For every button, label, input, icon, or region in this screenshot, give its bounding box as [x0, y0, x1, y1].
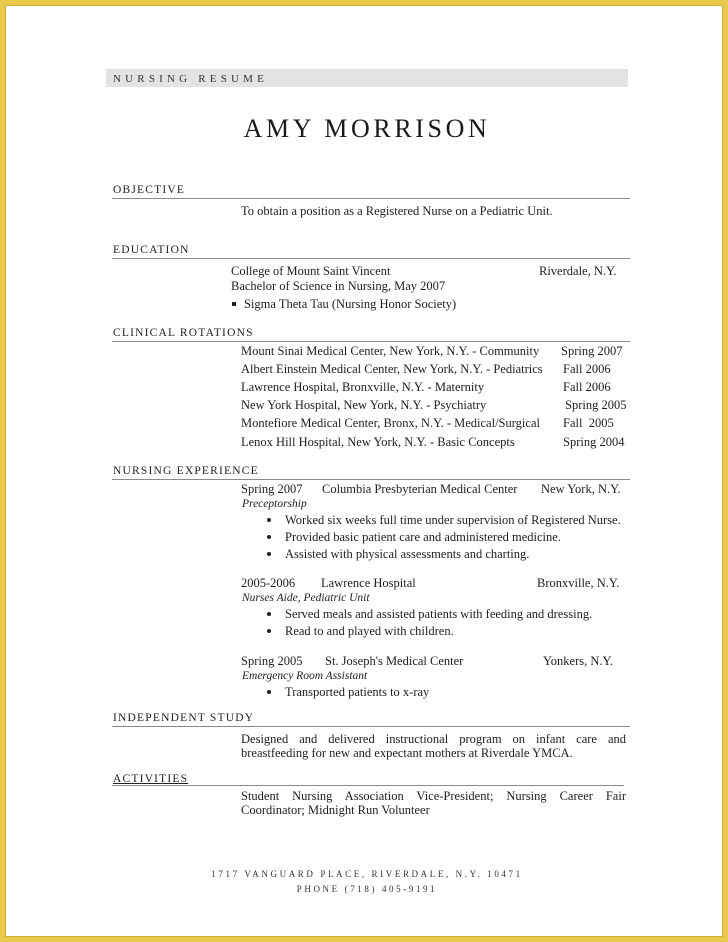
- activities-text-line: Student Nursing Association Vice-President; Nursing Career Fair: [241, 789, 626, 803]
- rotation-place: Montefiore Medical Center, Bronx, N.Y. - Medical/Surgical: [241, 416, 540, 430]
- section-rule: [112, 785, 624, 786]
- rotation-date: Fall 2006: [563, 380, 611, 394]
- job-bullet: Worked six weeks full time under supervision of Registered Nurse.: [285, 513, 621, 527]
- rotation-place: Lawrence Hospital, Bronxville, N.Y. - Maternity: [241, 380, 485, 394]
- job-date: Spring 2005: [241, 654, 303, 668]
- job-location: Bronxville, N.Y.: [537, 576, 620, 590]
- section-title-clinical: CLINICAL ROTATIONS: [113, 327, 254, 339]
- candidate-name: AMY MORRISON: [243, 114, 491, 143]
- education-location: Riverdale, N.Y.: [539, 264, 617, 278]
- job-date: Spring 2007: [241, 482, 303, 496]
- section-title-independent: INDEPENDENT STUDY: [113, 712, 255, 724]
- job-role: Emergency Room Assistant: [242, 670, 368, 682]
- rotation-place: Lenox Hill Hospital, New York, N.Y. - Basic Concepts: [241, 435, 515, 449]
- job-role: Nurses Aide, Pediatric Unit: [242, 592, 370, 604]
- job-bullet: Provided basic patient care and administered medicine.: [285, 530, 561, 544]
- job-role: Preceptorship: [242, 498, 307, 510]
- job-bullet: Transported patients to x-ray: [285, 685, 430, 699]
- rotation-date: Spring 2007: [561, 344, 623, 358]
- rotation-place: New York Hospital, New York, N.Y. - Psychiatry: [241, 398, 487, 412]
- footer-address: 1717 VANGUARD PLACE, RIVERDALE, N.Y. 10471: [211, 869, 523, 879]
- job-organization: St. Joseph's Medical Center: [325, 654, 464, 668]
- activities-text-line: Coordinator; Midnight Run Volunteer: [241, 803, 430, 817]
- section-title-objective: OBJECTIVE: [113, 184, 186, 196]
- rotation-date: Spring 2005: [565, 398, 627, 412]
- job-location: New York, N.Y.: [541, 482, 621, 496]
- job-location: Yonkers, N.Y.: [543, 654, 614, 668]
- independent-text-line: Designed and delivered instructional program on infant care and: [241, 732, 626, 746]
- job-bullet: Assisted with physical assessments and charting.: [285, 547, 530, 561]
- section-title-activities: ACTIVITIES: [113, 773, 189, 785]
- footer-phone: PHONE (718) 405-9191: [296, 884, 438, 894]
- job-organization: Columbia Presbyterian Medical Center: [322, 482, 518, 496]
- job-bullet: Served meals and assisted patients with feeding and dressing.: [285, 607, 593, 621]
- rotation-place: Albert Einstein Medical Center, New York, N.Y. - Pediatrics: [241, 362, 543, 376]
- independent-text-line: breastfeeding for new and expectant mothers at Riverdale YMCA.: [241, 746, 573, 760]
- section-rule: [112, 341, 630, 342]
- rotation-date: Spring 2004: [563, 435, 625, 449]
- section-title-education: EDUCATION: [113, 244, 190, 256]
- education-school: College of Mount Saint Vincent: [231, 264, 391, 278]
- rotation-date: Fall 2006: [563, 362, 611, 376]
- section-rule: [112, 198, 630, 199]
- education-degree: Bachelor of Science in Nursing, May 2007: [231, 279, 446, 293]
- objective-text: To obtain a position as a Registered Nurse on a Pediatric Unit.: [241, 204, 553, 218]
- section-rule: [112, 258, 630, 259]
- rotation-date: Fall 2005: [563, 416, 614, 430]
- education-honor: Sigma Theta Tau (Nursing Honor Society): [244, 297, 457, 311]
- document-type: NURSING RESUME: [113, 73, 269, 85]
- job-date: 2005-2006: [241, 576, 296, 590]
- job-bullet: Read to and played with children.: [285, 624, 454, 638]
- section-title-experience: NURSING EXPERIENCE: [113, 465, 259, 477]
- rotation-place: Mount Sinai Medical Center, New York, N.Y. - Community: [241, 344, 540, 358]
- resume-page: [5, 5, 723, 937]
- section-rule: [112, 726, 630, 727]
- section-rule: [112, 479, 630, 480]
- job-organization: Lawrence Hospital: [321, 576, 416, 590]
